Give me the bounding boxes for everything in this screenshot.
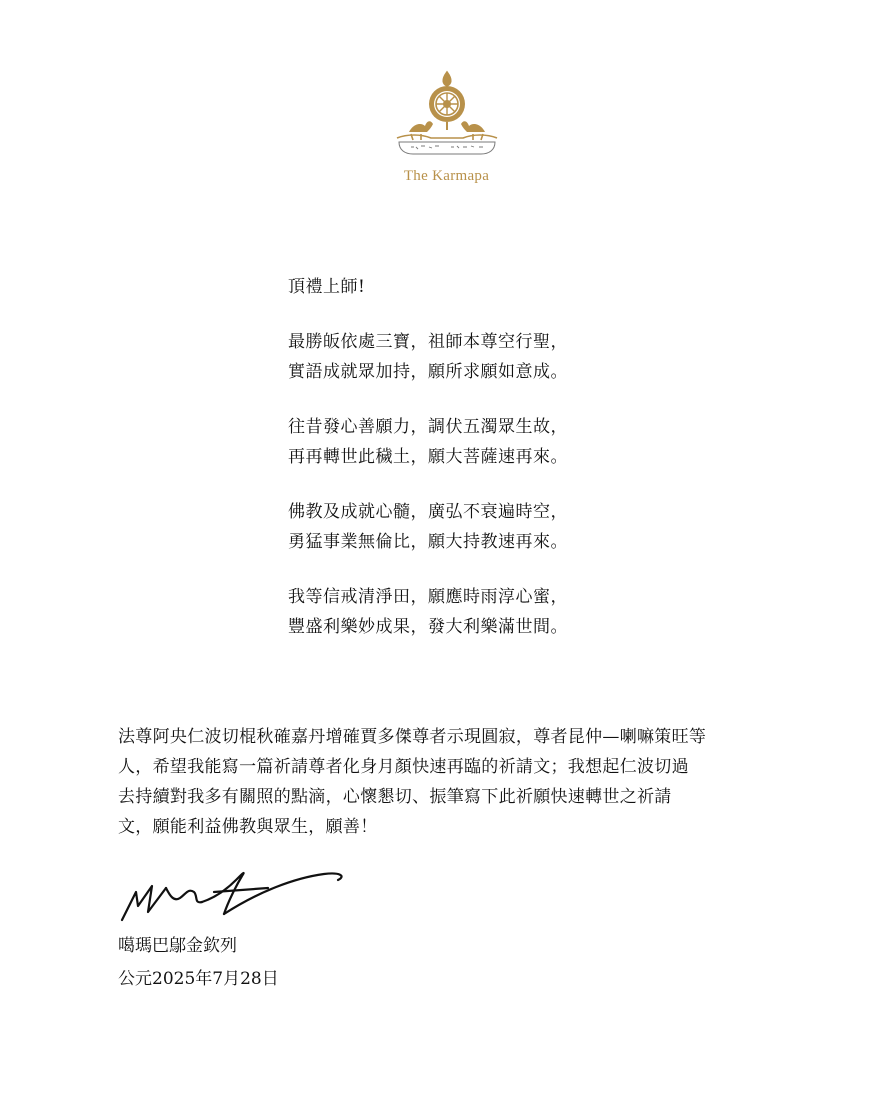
verse-line: 勇猛事業無倫比，願大持教速再來。 (288, 532, 568, 552)
brand-name: The Karmapa (403, 168, 490, 184)
verse-line: 再再轉世此穢土，願大菩薩速再來。 (288, 447, 568, 467)
verse-line: 豐盛利樂妙成果，發大利樂滿世間。 (288, 617, 568, 637)
colophon-line: 文，願能利益佛教與眾生，願善！ (118, 817, 378, 837)
stanza (288, 582, 808, 642)
stanza (288, 327, 808, 387)
verse-line: 最勝皈依處三寶，祖師本尊空行聖， (288, 332, 568, 352)
stanza (288, 497, 808, 557)
letterhead (0, 70, 893, 185)
signer-block (118, 930, 279, 996)
karmapa-emblem-icon (391, 70, 503, 158)
letter-date: 公元2025年7月28日 (118, 969, 279, 989)
verse-line: 我等信戒清淨田，願應時雨淳心蜜， (288, 587, 568, 607)
prayer-verse (288, 272, 808, 667)
colophon-paragraph (118, 722, 788, 842)
salutation: 頂禮上師! (288, 277, 366, 297)
verse-line: 往昔發心善願力，調伏五濁眾生故， (288, 417, 568, 437)
verse-line: 實語成就眾加持，願所求願如意成。 (288, 362, 568, 382)
handwritten-signature-icon (118, 862, 348, 926)
colophon-line: 法尊阿央仁波切棍秋確嘉丹增確賈多傑尊者示現圓寂，尊者昆仲—喇嘛策旺等 (118, 727, 707, 747)
colophon-line: 去持續對我多有關照的點滴，心懷懇切、振筆寫下此祈願快速轉世之祈請 (118, 787, 672, 807)
verse-line: 佛教及成就心髓，廣弘不衰遍時空， (288, 502, 568, 522)
signer-name: 噶瑪巴鄔金欽列 (118, 936, 237, 956)
colophon-line: 人，希望我能寫一篇祈請尊者化身月顏快速再臨的祈請文；我想起仁波切過 (118, 757, 689, 777)
stanza (288, 412, 808, 472)
